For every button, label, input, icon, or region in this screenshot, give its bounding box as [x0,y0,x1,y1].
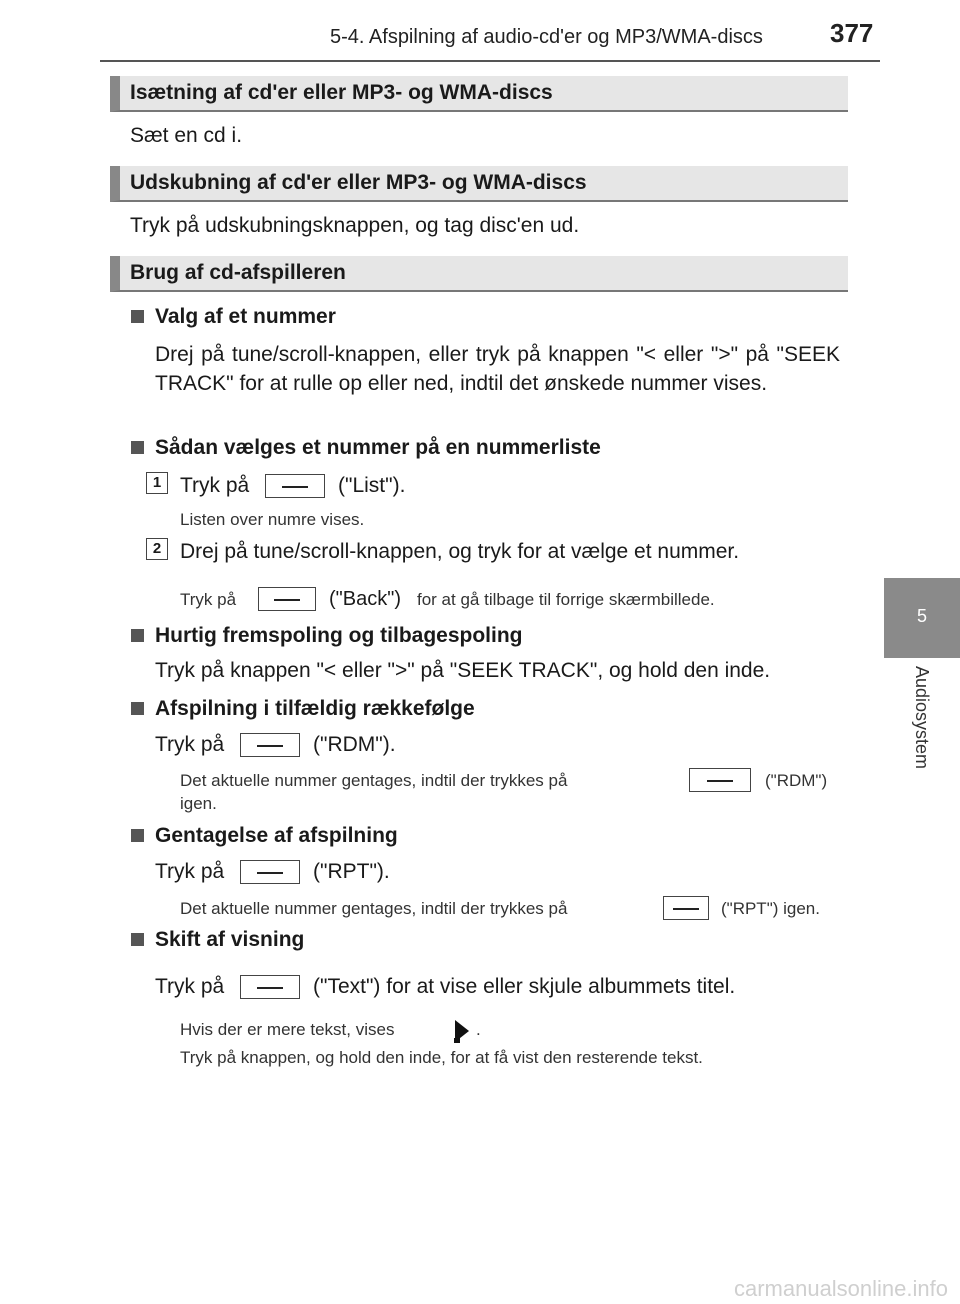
note: Det aktuelle nummer gentages, indtil der trykkes på [180,771,568,790]
section-title: Udskubning af cd'er eller MP3- og WMA-discs [130,171,587,194]
rdm-button-icon [240,733,300,757]
bullet-square-icon [131,310,144,323]
section-body: Tryk på udskubningsknappen, og tag disc'en ud. [130,214,580,237]
step-text: ("List"). [338,474,406,497]
note: ("RDM") [765,771,828,790]
step-number: 1 [146,472,168,494]
section-title: Brug af cd-afspilleren [130,261,346,284]
paragraph: Tryk på knappen "< eller ">" på "SEEK TRACK", og hold den inde. [155,659,771,682]
subheading: Hurtig fremspoling og tilbagespoling [155,624,523,647]
subheading: Gentagelse af afspilning [155,824,398,847]
note: Tryk på [180,590,237,609]
note: Hvis der er mere tekst, vises [180,1020,395,1039]
footer [0,1272,960,1304]
bullet-square-icon [131,829,144,842]
note: Tryk på knappen, og hold den inde, for at få vist den resterende tekst. [180,1048,703,1067]
chapter-label: Audiosystem [912,666,932,770]
note: Listen over numre vises. [180,510,365,529]
rpt-button-icon [663,896,709,920]
paragraph: Tryk på [155,975,225,998]
rdm-button-icon [689,768,751,792]
watermark: carmanualsonline.info [733,1276,948,1301]
note: for at gå tilbage til forrige skærmbillede. [417,590,715,609]
chapter-label-container [884,666,960,866]
header-divider [100,60,880,62]
list-button-icon [265,474,325,498]
paragraph: ("Text") for at vise eller skjule albummets titel. [313,975,736,998]
running-header-title: 5-4. Afspilning af audio-cd'er og MP3/WMA-discs [330,26,763,48]
note: Det aktuelle nummer gentages, indtil der trykkes på [180,899,568,918]
step-text: Tryk på [180,474,250,497]
bullet-square-icon [131,441,144,454]
rpt-button-icon [240,860,300,884]
more-text-arrow-icon [453,1018,471,1044]
note: ("RPT") igen. [721,899,820,918]
bullet-square-icon [131,933,144,946]
note: . [476,1020,481,1039]
paragraph: ("RPT"). [313,860,390,883]
subheading: Skift af visning [155,928,305,951]
section-heading-insert [110,76,848,112]
subheading: Valg af et nummer [155,305,336,328]
step-number: 2 [146,538,168,560]
section-body: Sæt en cd i. [130,124,243,147]
chapter-number: 5 [916,606,927,626]
subheading: Sådan vælges et nummer på en nummerliste [155,436,601,459]
subheading: Afspilning i tilfældig rækkefølge [155,697,475,720]
bullet-square-icon [131,702,144,715]
step-text: Drej på tune/scroll-knappen, og tryk for at vælge et nummer. [180,540,740,563]
paragraph: Tryk på [155,733,225,756]
note: ("Back") [329,588,401,610]
section-heading-eject [110,166,848,202]
text-button-icon [240,975,300,999]
section-heading-cd-player [110,256,848,292]
note: igen. [180,794,217,813]
back-button-icon [258,587,316,611]
section-title: Isætning af cd'er eller MP3- og WMA-discs [130,81,553,104]
paragraph: Tryk på [155,860,225,883]
bullet-square-icon [131,629,144,642]
paragraph: Drej på tune/scroll-knappen, eller tryk på knappen "< eller ">" på "SEEK TRACK" for at rulle op eller ned, indtil det ønskede nummer vises. [155,343,840,395]
page-number: 377 [830,18,874,48]
paragraph: ("RDM"). [313,733,396,756]
